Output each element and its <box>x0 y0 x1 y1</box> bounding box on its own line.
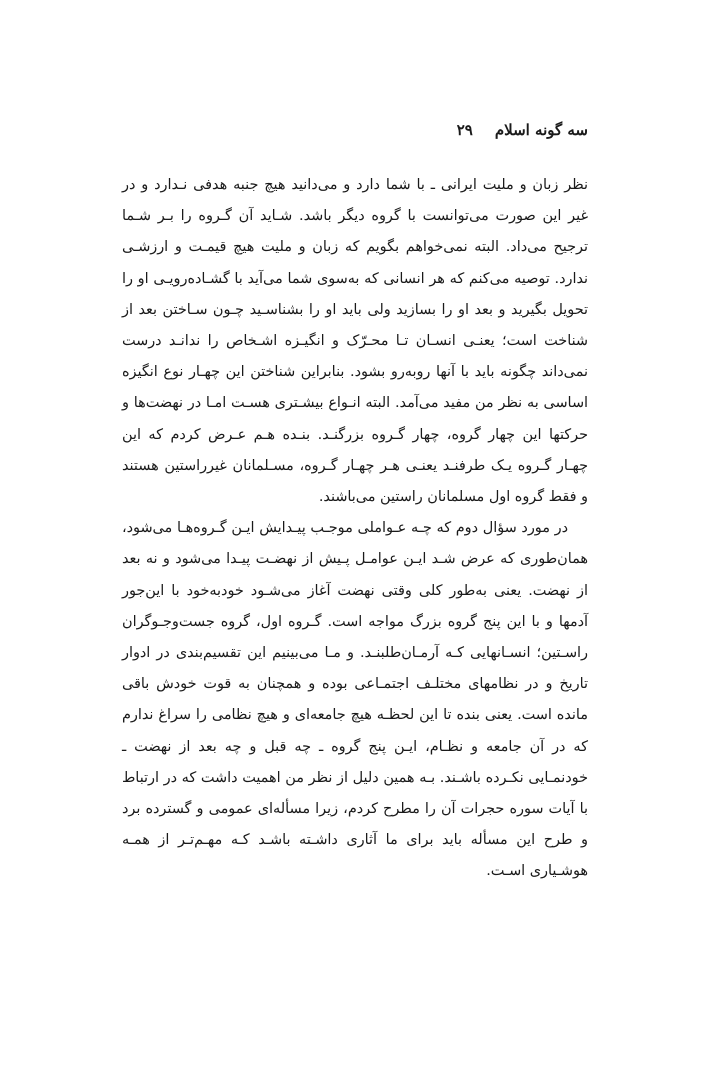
paragraph: در مورد سؤال دوم که چـه عـواملی موجـب پیـدایش ایـن گـروه‌هـا می‌شود، همان‌طوری که عرض شـد ایـن عوامـل پـیش از نهضـت پیـدا می‌شود و نه بعد از نهضت. یعنی به‌طور کلی وقتی نهضت آغاز می‌شـود خودبه‌خود با این‌جور آدمها و با این پنج گروه بزرگ مواجه است. گـروه اول، گروه جست‌وجـوگران راسـتین؛ انسـانهایی کـه آرمـان‌طلبنـد. و مـا می‌بینیم این تقسیم‌بندی در ادوار تاریخ و در نظامهای مختلـف اجتمـاعی بوده و همچنان به قوت خودش باقی مانده است. یعنی بنده تا این لحظـه هیچ جامعه‌ای و هیچ نظامی را سراغ ندارم که در آن جامعه و نظـام، ایـن پنج گروه ـ چه قبل و چه بعد از نهضت ـ خودنمـایی نکـرده باشـند. بـه همین دلیل از نظر من اهمیت داشت که در ارتباط با آیات سوره حجرات آن را مطرح کردم، زیرا مسأله‌ای عمومی و گسترده برد و طرح این مسأله باید برای ما آثاری داشـته باشـد کـه مهـم‌تـر از همـه هوشـیاری اسـت. <box>122 520 588 880</box>
page-number: ۲۹ <box>456 121 473 139</box>
paragraph: نظر زبان و ملیت ایرانی ـ با شما دارد و می‌دانید هیچ جنبه هدفی نـدارد و در غیر این صورت می‌توانست با گروه دیگر باشد. شـاید آن گـروه را بـر شـما ترجیح می‌داد. البته نمی‌خواهم بگویم که زبان و ملیت هیچ قیمـت و ارزشـی ندارد. توصیه می‌کنم که هر انسانی که به‌سوی شما می‌آید با گشـاده‌رویـی او را تحویل بگیرید و بعد او را بسازید ولی باید او را بشناسـید چـون سـاختن بعد از شناخت است؛ یعنـی انسـان تـا محـرّک و انگیـزه اشـخاص را ندانـد درست نمی‌داند چگونه باید با آنها روبه‌رو بشود. بنابراین شناختن این چهـار نوع انگیزه اساسی به نظر من مفید می‌آمد. البته انـواع بیشـتری هسـت امـا در نهضت‌ها و حرکتها این چهار گروه، چهار گـروه بزرگنـد. بنـده هـم عـرض کردم که این چهـار گـروه یـک طرفنـد یعنـی هـر چهـار گـروه، مسـلمانان غیرراستین هستند و فقط گروه اول مسلمانان راستین می‌باشند. <box>122 177 588 506</box>
book-title: سه گونه اسلام <box>494 121 588 139</box>
running-head <box>122 118 588 142</box>
body-text <box>122 170 588 888</box>
